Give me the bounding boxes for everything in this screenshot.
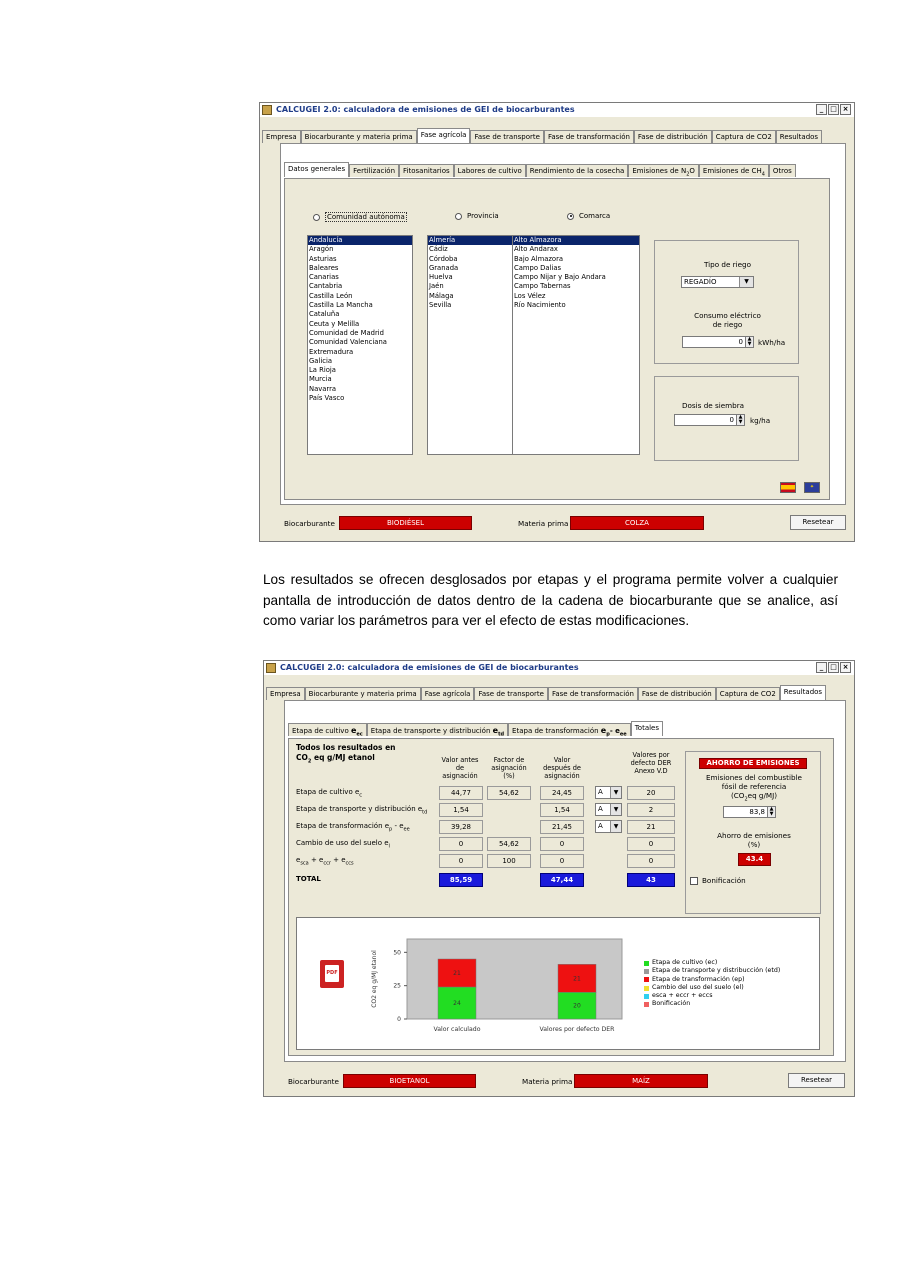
comunidad-list-item[interactable]: Cantabria <box>309 282 343 291</box>
asignacion-select[interactable] <box>595 820 622 833</box>
y-tick-label: 0 <box>397 1016 401 1023</box>
chevron-down-icon[interactable]: ▼ <box>739 277 753 287</box>
consumo-unit: kWh/ha <box>758 338 786 347</box>
tab-fase-agricola[interactable]: Fase agrícola <box>421 687 475 700</box>
total-cell-despues: 47,44 <box>540 873 584 887</box>
value-cell-despues: 1,54 <box>540 803 584 817</box>
siembra-value: 0 <box>729 416 734 424</box>
comarcas-list[interactable] <box>512 235 640 455</box>
value-cell-defecto: 0 <box>627 854 675 868</box>
tab-etapa-transporte[interactable] <box>367 723 508 736</box>
tab-resultados[interactable]: Resultados <box>780 685 826 700</box>
row-label-sub3: ccs <box>345 860 354 867</box>
bonificacion-box[interactable] <box>690 877 698 885</box>
row-label <box>296 822 410 832</box>
window-title-bar-2[interactable] <box>264 661 854 675</box>
tab-transf-sub2: ee <box>619 731 627 738</box>
pdf-icon-label: PDF <box>326 970 338 976</box>
consumo-label-1: Consumo eléctrico <box>694 311 761 320</box>
col-header-despues: Valor después de asignación <box>543 756 581 780</box>
col-header-antes: Valor antes de asignación <box>441 756 479 780</box>
tab-fase-transformacion[interactable]: Fase de transformación <box>548 687 638 700</box>
value-cell-despues: 24,45 <box>540 786 584 800</box>
comunidad-list-item[interactable]: Baleares <box>309 263 339 272</box>
tab-ch4-sub: 4 <box>761 171 765 178</box>
tab-n2o-label: Emisiones de N <box>632 167 687 175</box>
window-fase-agricola <box>259 102 855 542</box>
row-label <box>296 788 362 798</box>
row-label-text: Cambio de uso del suelo e <box>296 839 389 847</box>
radio-comarca-dot[interactable] <box>567 213 574 220</box>
total-cell-antes: 85,59 <box>439 873 483 887</box>
comarca-list-item[interactable]: Río Nacimiento <box>514 301 566 310</box>
consumo-spinner[interactable]: ▲ ▼ <box>745 336 754 348</box>
biocarburante-value-2: BIOETANOL <box>343 1074 476 1088</box>
legend-label: Etapa de cultivo (ec) <box>652 959 718 966</box>
radio-provincia-dot[interactable] <box>455 213 462 220</box>
tab-datos-generales[interactable]: Datos generales <box>284 162 349 177</box>
legend-swatch <box>644 986 649 991</box>
tipo-riego-value: REGADÍO <box>684 278 717 286</box>
total-cell-defecto: 43 <box>627 873 675 887</box>
asignacion-value: A <box>598 788 603 796</box>
comarca-list-item[interactable]: Campo Nijar y Bajo Andara <box>514 273 606 282</box>
provincia-list-item[interactable]: Huelva <box>429 273 453 282</box>
provincia-list-item[interactable]: Córdoba <box>429 254 458 263</box>
legend-swatch <box>644 961 649 966</box>
tab-fase-transporte[interactable]: Fase de transporte <box>470 130 543 143</box>
row-label-text: Etapa de transporte y distribución e <box>296 805 423 813</box>
provincia-list-item[interactable]: Cádiz <box>429 245 448 254</box>
tab-fase-agricola[interactable]: Fase agrícola <box>417 128 471 143</box>
legend-label: Cambio del uso del suelo (el) <box>652 983 744 991</box>
radio-provincia[interactable] <box>455 212 499 220</box>
tab-captura-co2[interactable]: Captura de CO2 <box>712 130 776 143</box>
tab-cultivo-label: Etapa de cultivo <box>292 727 351 735</box>
comunidad-list-item[interactable]: Comunidad de Madrid <box>309 328 384 337</box>
tab-etapa-transformacion[interactable] <box>508 723 631 736</box>
reset-button[interactable]: Resetear <box>790 515 846 530</box>
bonificacion-label: Bonificación <box>702 876 746 885</box>
total-label: TOTAL <box>296 875 321 883</box>
tab-n2o-tail: O <box>689 167 695 175</box>
comunidad-list-item[interactable]: Galicia <box>309 356 332 365</box>
heading-tail: eq g/MJ etanol <box>311 753 375 762</box>
radio-comarca[interactable] <box>567 212 610 220</box>
app-icon-2 <box>266 663 276 673</box>
comunidad-list-item[interactable]: País Vasco <box>309 394 345 403</box>
chevron-down-icon[interactable]: ▼ <box>610 821 621 832</box>
close-icon[interactable]: × <box>840 104 851 115</box>
biocarburante-label-2: Biocarburante <box>288 1077 339 1086</box>
provincia-list-item[interactable]: Málaga <box>429 291 454 300</box>
ahorro-label-2: (%) <box>747 840 761 849</box>
materia-prima-label: Materia prima <box>518 519 569 528</box>
fosil-co-sub: 2 <box>744 796 748 803</box>
radio-comunidad-label: Comunidad autónoma <box>327 213 405 221</box>
value-cell-antes: 0 <box>439 854 483 868</box>
comunidad-list-item[interactable]: Navarra <box>309 384 337 393</box>
value-cell-antes: 44,77 <box>439 786 483 800</box>
materia-prima-value-2: MAÍZ <box>574 1074 708 1088</box>
bar-data-label: 20 <box>573 1002 581 1010</box>
tab-fase-distribucion[interactable]: Fase de distribución <box>634 130 712 143</box>
siembra-input[interactable] <box>674 414 737 426</box>
comunidad-list-item[interactable]: Ceuta y Melilla <box>309 319 360 328</box>
ahorro-title: AHORRO DE EMISIONES <box>699 758 807 769</box>
window-title-2: CALCUGEI 2.0: calculadora de emisiones de GEI de biocarburantes <box>280 663 579 672</box>
asignacion-value: A <box>598 822 603 830</box>
consumo-value: 0 <box>738 338 743 346</box>
tab-emisiones-n2o[interactable] <box>628 164 699 177</box>
asignacion-select[interactable] <box>595 786 622 799</box>
row-label-text: Etapa de cultivo e <box>296 788 360 796</box>
tipo-riego-label: Tipo de riego <box>703 260 751 269</box>
value-cell-antes: 0 <box>439 837 483 851</box>
tab-transf-label: Etapa de transformación <box>512 727 601 735</box>
biocarburante-label: Biocarburante <box>284 519 335 528</box>
minimize-icon[interactable]: _ <box>816 104 827 115</box>
window-controls-2 <box>816 662 851 673</box>
tab-cultivo-sub: ec <box>356 731 363 738</box>
row-label-tail2: + e <box>330 856 346 864</box>
window-title-bar[interactable] <box>260 103 854 117</box>
comarca-list-item[interactable]: Bajo Almazora <box>514 254 564 263</box>
value-cell-defecto: 20 <box>627 786 675 800</box>
tab-fase-distribucion[interactable]: Fase de distribución <box>638 687 716 700</box>
fosil-value: 83,8 <box>749 808 765 816</box>
app-icon <box>262 105 272 115</box>
value-cell-despues: 0 <box>540 854 584 868</box>
row-label <box>296 856 354 866</box>
row-label-tail: - e <box>392 822 404 830</box>
tab-transf-sub1: p <box>606 731 610 738</box>
tab-fase-transformacion[interactable]: Fase de transformación <box>544 130 634 143</box>
tipo-riego-select[interactable] <box>681 276 754 288</box>
y-tick-label: 50 <box>393 949 401 957</box>
heading-co: CO <box>296 753 308 762</box>
legend-swatch <box>644 994 649 999</box>
comarca-list-item[interactable]: Alto Almazora <box>513 236 639 245</box>
row-label-text: e <box>296 856 301 864</box>
tab-fase-transporte[interactable]: Fase de transporte <box>474 687 547 700</box>
radio-comunidad[interactable] <box>313 212 407 222</box>
chart-legend <box>644 959 780 1009</box>
bar-data-label: 21 <box>573 975 581 983</box>
siembra-unit: kg/ha <box>750 416 771 425</box>
row-label-sub: c <box>359 792 363 799</box>
value-cell-defecto: 2 <box>627 803 675 817</box>
legend-label: Etapa de transformación (ep) <box>652 975 745 983</box>
row-label <box>296 805 427 815</box>
radio-comunidad-dot[interactable] <box>313 214 320 221</box>
tab-emisiones-ch4[interactable] <box>699 164 769 177</box>
value-cell-defecto: 21 <box>627 820 675 834</box>
comunidades-list[interactable] <box>307 235 413 455</box>
tab-biocarburante[interactable]: Biocarburante y materia prima <box>305 687 421 700</box>
comarca-list-item[interactable]: Los Vélez <box>514 291 546 300</box>
resultados-panel <box>284 700 846 1062</box>
legend-swatch <box>644 969 649 974</box>
legend-label: Bonificación <box>652 1000 691 1008</box>
provincia-list-item[interactable]: Jaén <box>429 282 444 291</box>
main-tabs <box>262 130 822 143</box>
tab-rendimiento[interactable]: Rendimiento de la cosecha <box>526 164 629 177</box>
fosil-unit: eq g/MJ) <box>747 791 778 800</box>
maximize-icon[interactable]: □ <box>828 104 839 115</box>
consumo-label-2: de riego <box>712 320 743 329</box>
comunidad-list-item[interactable]: Aragón <box>309 245 334 254</box>
biocarburante-value: BIODIÉSEL <box>339 516 472 530</box>
consumo-input[interactable] <box>682 336 746 348</box>
comunidad-list-item[interactable]: Extremadura <box>309 347 354 356</box>
row-label-sub2: ccr <box>323 860 331 867</box>
row-label-text: Etapa de transformación e <box>296 822 390 830</box>
siembra-spinner[interactable]: ▲ ▼ <box>736 414 745 426</box>
main-tab-panel <box>280 143 846 505</box>
tab-transporte-e: e <box>492 726 499 735</box>
tab-transporte-label: Etapa de transporte y distribución <box>370 727 493 735</box>
tab-biocarburante[interactable]: Biocarburante y materia prima <box>301 130 417 143</box>
fosil-input[interactable] <box>723 806 768 818</box>
comunidad-list-item[interactable]: Castilla La Mancha <box>309 301 373 310</box>
legend-label: esca + eccr + eccs <box>652 992 713 1000</box>
legend-item <box>644 1000 780 1008</box>
tab-resultados[interactable]: Resultados <box>776 130 822 143</box>
row-label-sub: sca <box>300 860 309 867</box>
comarca-list-item[interactable]: Campo Tabernas <box>514 282 571 291</box>
riego-group <box>654 240 799 364</box>
fosil-label-3 <box>686 791 822 802</box>
legend-swatch <box>644 977 649 982</box>
tab-totales[interactable]: Totales <box>631 721 663 736</box>
y-axis-label: CO2 eq g/MJ etanol <box>371 950 378 1008</box>
datos-generales-panel <box>284 178 830 500</box>
window-title: CALCUGEI 2.0: calculadora de emisiones de GEI de biocarburantes <box>276 105 575 114</box>
sub-tabs <box>284 164 796 177</box>
minimize-icon[interactable]: _ <box>816 662 827 673</box>
comarca-list-item[interactable]: Alto Andarax <box>514 245 558 254</box>
ahorro-label-1: Ahorro de emisiones <box>717 831 791 840</box>
materia-prima-value: COLZA <box>570 516 704 530</box>
value-cell-despues: 0 <box>540 837 584 851</box>
tab-otros[interactable]: Otros <box>769 164 796 177</box>
siembra-label: Dosis de siembra <box>682 401 745 410</box>
close-icon[interactable]: × <box>840 662 851 673</box>
body-paragraph: Los resultados se ofrecen desglosados por etapas y el programa permite volver a cualquier pantalla de introducción de datos dentro de la cadena de biocarburante que se analice, así como variar los parámetros para ver el efecto de estas modificaciones. <box>263 572 838 628</box>
value-cell-defecto: 0 <box>627 837 675 851</box>
tab-ch4-label: Emisiones de CH <box>702 167 762 175</box>
value-cell-antes: 1,54 <box>439 803 483 817</box>
fosil-label-2: fósil de referencia <box>721 782 787 791</box>
fosil-co: (CO <box>730 791 745 800</box>
materia-prima-label-2: Materia prima <box>522 1077 573 1086</box>
results-heading-1: Todos los resultados en <box>296 743 396 752</box>
comunidad-list-item[interactable]: Murcia <box>309 375 332 384</box>
row-label-sub: p <box>389 826 393 833</box>
reset-button-2[interactable]: Resetear <box>788 1073 845 1088</box>
result-sub-tabs <box>288 723 663 736</box>
comunidad-list-item[interactable]: Comunidad Valenciana <box>309 338 387 347</box>
bar-data-label: 21 <box>453 970 461 977</box>
main-tabs-2 <box>266 687 826 700</box>
row-label-sub2: ee <box>403 826 410 833</box>
window-resultados <box>263 660 855 1097</box>
maximize-icon[interactable]: □ <box>828 662 839 673</box>
tab-n2o-sub: 2 <box>686 171 690 178</box>
radio-comarca-label: Comarca <box>579 212 611 220</box>
comunidad-list-item[interactable]: La Rioja <box>309 366 336 375</box>
tab-labores-cultivo[interactable]: Labores de cultivo <box>454 164 526 177</box>
chevron-down-icon[interactable]: ▼ <box>610 804 621 815</box>
comunidad-list-item[interactable]: Castilla León <box>309 291 353 300</box>
provincia-list-item[interactable]: Granada <box>429 263 459 272</box>
ahorro-value: 43.4 <box>738 853 771 866</box>
bar-data-label: 24 <box>453 1000 461 1007</box>
tab-transf-mid: - e <box>609 727 620 735</box>
comunidad-list-item[interactable]: Asturias <box>309 254 337 263</box>
x-tick-label: Valores por defecto DER <box>539 1026 615 1033</box>
comunidad-list-item[interactable]: Cataluña <box>309 310 340 319</box>
value-cell-factor: 100 <box>487 854 531 868</box>
tab-empresa[interactable]: Empresa <box>262 130 301 143</box>
x-tick-label: Valor calculado <box>433 1026 481 1033</box>
comarca-list-item[interactable]: Campo Dalias <box>514 263 562 272</box>
results-heading-2 <box>296 753 375 765</box>
legend-item <box>644 984 780 992</box>
totales-panel <box>288 738 834 1056</box>
chart-panel <box>296 917 820 1050</box>
provincia-list-item[interactable]: Almería <box>428 236 528 245</box>
siembra-group <box>654 376 799 461</box>
legend-swatch <box>644 1002 649 1007</box>
col-header-factor: Factor de asignación (%) <box>491 756 527 780</box>
tab-empresa[interactable]: Empresa <box>266 687 305 700</box>
legend-label: Etapa de transporte y distribucción (etd) <box>652 967 781 975</box>
radio-provincia-label: Provincia <box>467 212 499 220</box>
tab-captura-co2[interactable]: Captura de CO2 <box>716 687 780 700</box>
fosil-label-1: Emisiones del combustible <box>706 773 802 782</box>
tab-cultivo-e: e <box>350 726 357 735</box>
tab-fitosanitarios[interactable]: Fitosanitarios <box>399 164 454 177</box>
tab-fertilizacion[interactable]: Fertilización <box>349 164 399 177</box>
row-label-sub: l <box>388 843 390 850</box>
value-cell-despues: 21,45 <box>540 820 584 834</box>
comunidad-list-item[interactable]: Andalucía <box>308 236 412 245</box>
bonificacion-checkbox[interactable] <box>690 876 746 885</box>
legend-item <box>644 967 780 975</box>
heading-co-sub: 2 <box>307 758 312 765</box>
tab-transf-e: e <box>600 726 607 735</box>
value-cell-factor: 54,62 <box>487 786 531 800</box>
row-label <box>296 839 390 849</box>
col-header-defecto: Valores por defecto DER Anexo V.D <box>630 751 672 775</box>
flag-es-icon[interactable] <box>780 482 796 493</box>
row-label-sub: td <box>422 809 428 816</box>
asignacion-value: A <box>598 805 603 813</box>
flag-eu-icon[interactable]: ✦ <box>804 482 820 493</box>
value-cell-factor: 54,62 <box>487 837 531 851</box>
ahorro-group <box>685 751 821 914</box>
legend-item <box>644 976 780 984</box>
row-label-tail: + e <box>308 856 324 864</box>
asignacion-select[interactable] <box>595 803 622 816</box>
provincia-list-item[interactable]: Sevilla <box>429 301 452 310</box>
window-controls <box>816 104 851 115</box>
chevron-down-icon[interactable]: ▼ <box>610 787 621 798</box>
tab-etapa-cultivo[interactable] <box>288 723 367 736</box>
fosil-spinner[interactable]: ▲ ▼ <box>767 806 776 818</box>
tab-transporte-sub: td <box>498 731 505 738</box>
value-cell-antes: 39,28 <box>439 820 483 834</box>
y-tick-label: 25 <box>393 982 401 990</box>
comunidad-list-item[interactable]: Canarias <box>309 273 339 282</box>
